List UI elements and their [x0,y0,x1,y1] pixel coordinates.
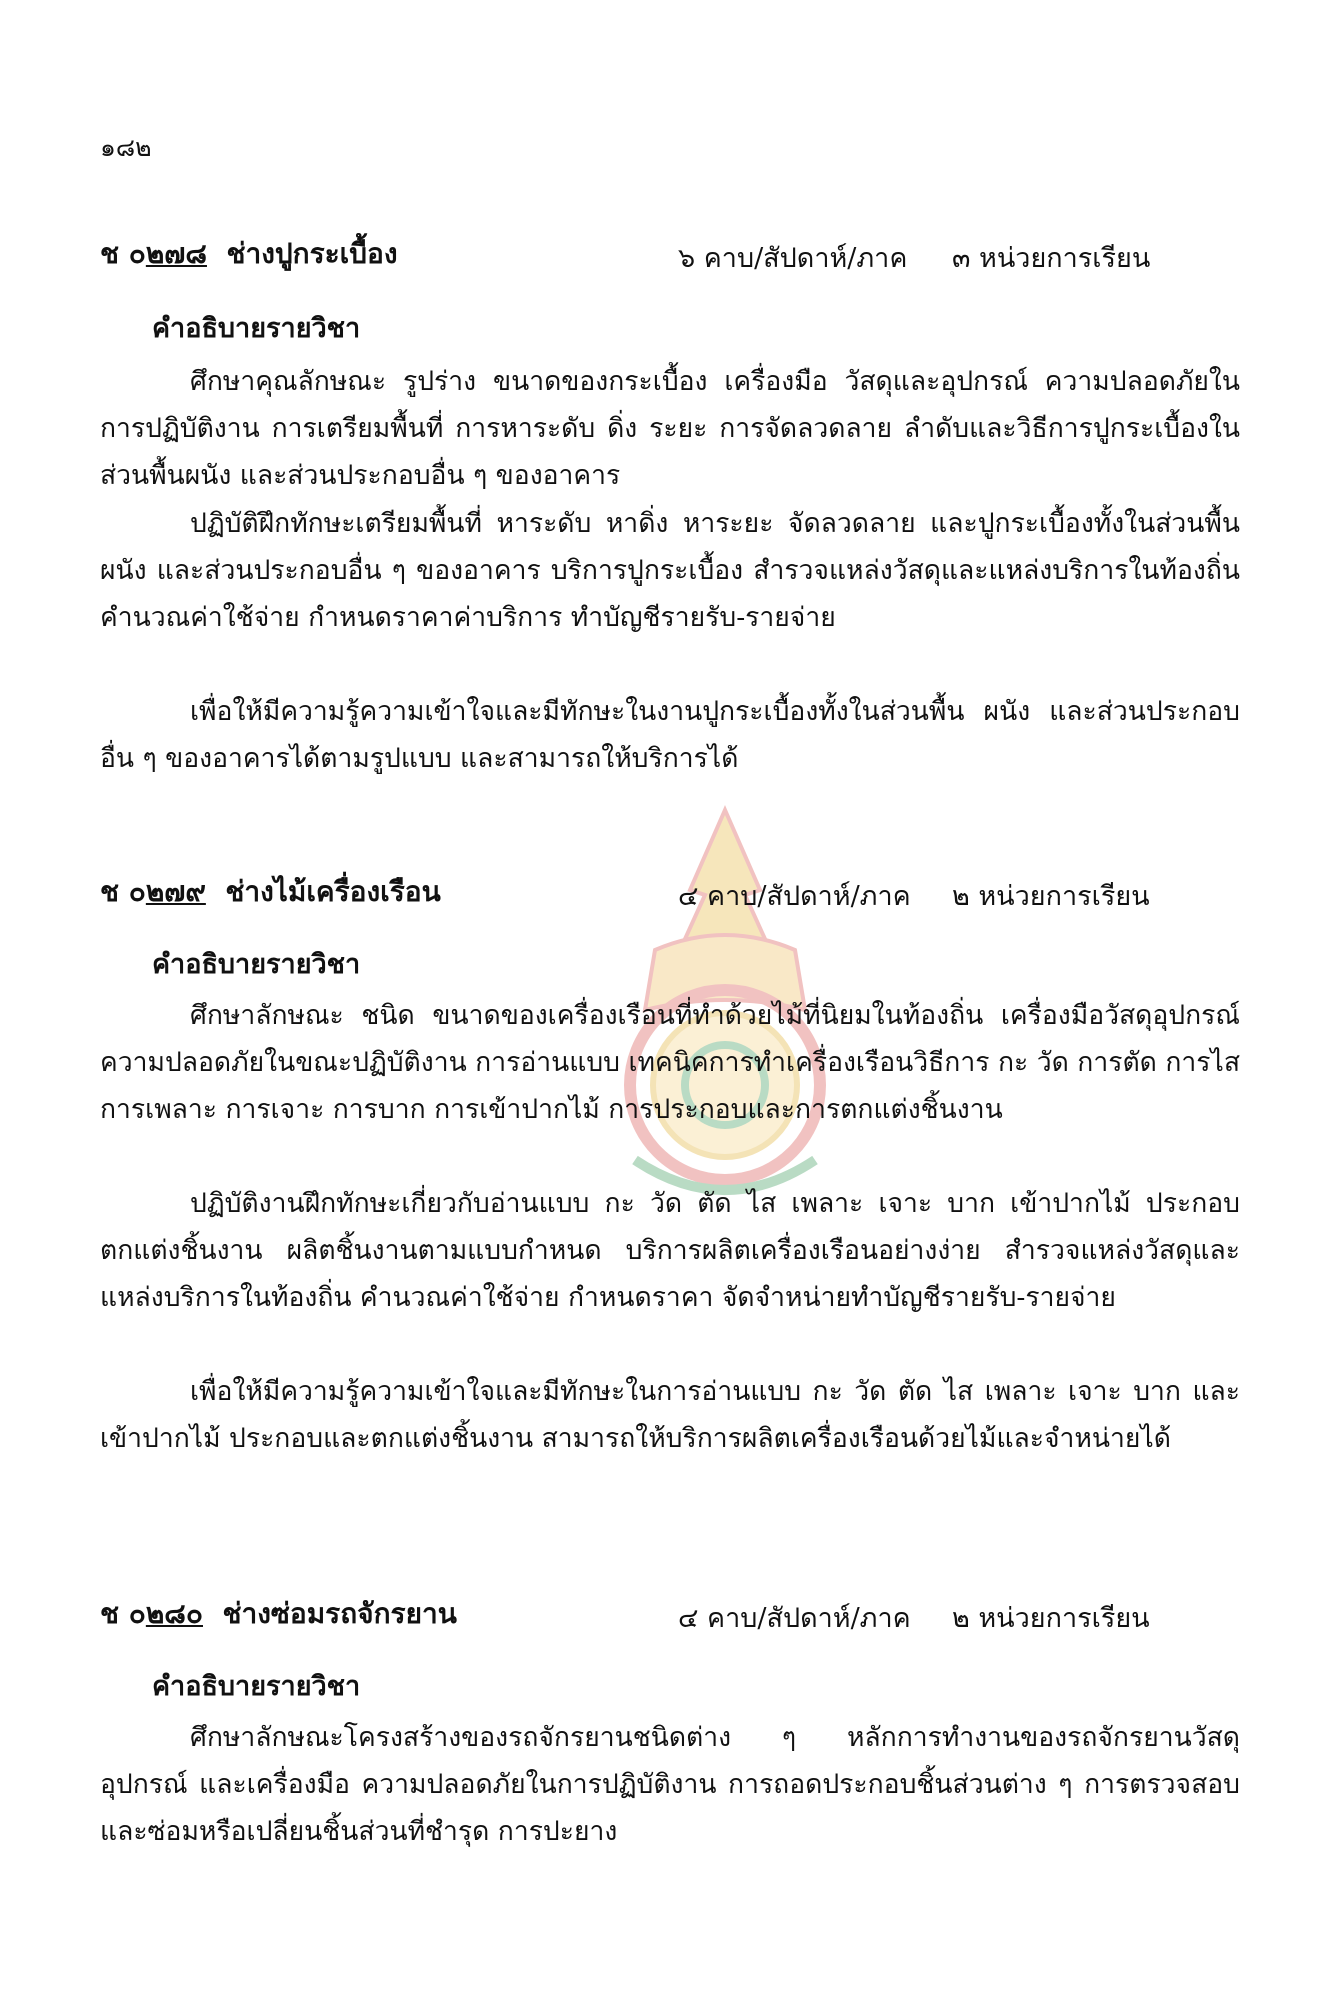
description-paragraph: ศึกษาลักษณะโครงสร้างของรถจักรยานชนิดต่าง ๆ หลักการทำงานของรถจักรยานวัสดุอุปกรณ์ และเครื่องมือ ความปลอดภัยในการปฏิบัติงาน การถอดประกอบชิ้นส่วนต่าง ๆ การตรวจสอบและซ่อมหรือเปลี่ยนชิ้นส่วนที่ชำรุด การปะยาง [100,1722,1240,1847]
course-code-prefix: ช ๐ [100,1597,146,1630]
course-section [0,232,1340,774]
course-section [0,870,1340,1454]
description-paragraph: เพื่อให้มีความรู้ความเข้าใจและมีทักษะในการอ่านแบบ กะ วัด ตัด ไส เพลาะ เจาะ บาก และเข้าปากไม้ ประกอบและตกแต่งชิ้นงาน สามารถให้บริการผลิตเครื่องเรือนด้วยไม้และจำหน่ายได้ [100,1376,1240,1454]
course-title: ช่างไม้เครื่องเรือน [225,875,441,908]
description-heading: คำอธิบายรายวิชา [152,313,361,344]
description-paragraph: ปฏิบัติฝึกทักษะเตรียมพื้นที่ หาระดับ หาดิ่ง หาระยะ จัดลวดลาย และปูกระเบื้องทั้งในส่วนพื้น ผนัง และส่วนประกอบอื่น ๆ ของอาคาร บริการปูกระเบื้อง สำรวจแหล่งวัสดุและแหล่งบริการในท้องถิ่น คำนวณค่าใช้จ่าย กำหนดราคาค่าบริการ ทำบัญชีรายรับ-รายจ่าย [100,508,1240,633]
page-number: ๑๘๒ [100,133,152,162]
course-code-prefix: ช ๐ [100,237,146,270]
course-credits: ๒ หน่วยการเรียน [952,881,1150,912]
course-code-number: ๒๘๐ [145,1597,203,1630]
description-paragraph: ศึกษาคุณลักษณะ รูปร่าง ขนาดของกระเบื้อง เครื่องมือ วัสดุและอุปกรณ์ ความปลอดภัยในการปฏิบัติงาน การเตรียมพื้นที่ การหาระดับ ดิ่ง ระยะ การจัดลวดลาย ลำดับและวิธีการปูกระเบื้องในส่วนพื้นผนัง และส่วนประกอบอื่น ๆ ของอาคาร [100,366,1240,491]
course-code-number: ๒๗๘ [145,237,207,270]
course-code-number: ๒๗๙ [145,875,206,908]
course-section [0,1592,1340,1847]
description-paragraph: เพื่อให้มีความรู้ความเข้าใจและมีทักษะในงานปูกระเบื้องทั้งในส่วนพื้น ผนัง และส่วนประกอบอื่น ๆ ของอาคารได้ตามรูปแบบ และสามารถให้บริการได้ [100,696,1240,774]
description-paragraph: ศึกษาลักษณะ ชนิด ขนาดของเครื่องเรือนที่ทำด้วยไม้ที่นิยมในท้องถิ่น เครื่องมือวัสดุอุปกรณ์ ความปลอดภัยในขณะปฏิบัติงาน การอ่านแบบ เทคนิคการทำเครื่องเรือนวิธีการ กะ วัด การตัด การไส การเพลาะ การเจาะ การบาก การเข้าปากไม้ การประกอบและการตกแต่งชิ้นงาน [100,1000,1240,1125]
course-header [0,870,1340,920]
course-hours: ๔ คาบ/สัปดาห์/ภาค [678,881,911,912]
course-hours: ๖ คาบ/สัปดาห์/ภาค [678,243,908,274]
course-code-title [100,232,398,276]
course-hours: ๔ คาบ/สัปดาห์/ภาค [678,1603,911,1634]
course-code-title [100,1592,457,1636]
course-code-prefix: ช ๐ [100,875,146,908]
course-header [0,1592,1340,1642]
course-title: ช่างปูกระเบื้อง [226,237,398,270]
description-heading: คำอธิบายรายวิชา [152,1671,361,1702]
description-heading: คำอธิบายรายวิชา [152,949,361,980]
course-code-title [100,870,441,914]
course-credits: ๓ หน่วยการเรียน [952,243,1151,274]
description-paragraph: ปฏิบัติงานฝึกทักษะเกี่ยวกับอ่านแบบ กะ วัด ตัด ไส เพลาะ เจาะ บาก เข้าปากไม้ ประกอบตกแต่งชิ้นงาน ผลิตชิ้นงานตามแบบกำหนด บริการผลิตเครื่องเรือนอย่างง่าย สำรวจแหล่งวัสดุและแหล่งบริการในท้องถิ่น คำนวณค่าใช้จ่าย กำหนดราคา จัดจำหน่ายทำบัญชีรายรับ-รายจ่าย [100,1188,1240,1313]
course-header [0,232,1340,282]
course-title: ช่างซ่อมรถจักรยาน [222,1597,457,1630]
course-credits: ๒ หน่วยการเรียน [952,1603,1150,1634]
